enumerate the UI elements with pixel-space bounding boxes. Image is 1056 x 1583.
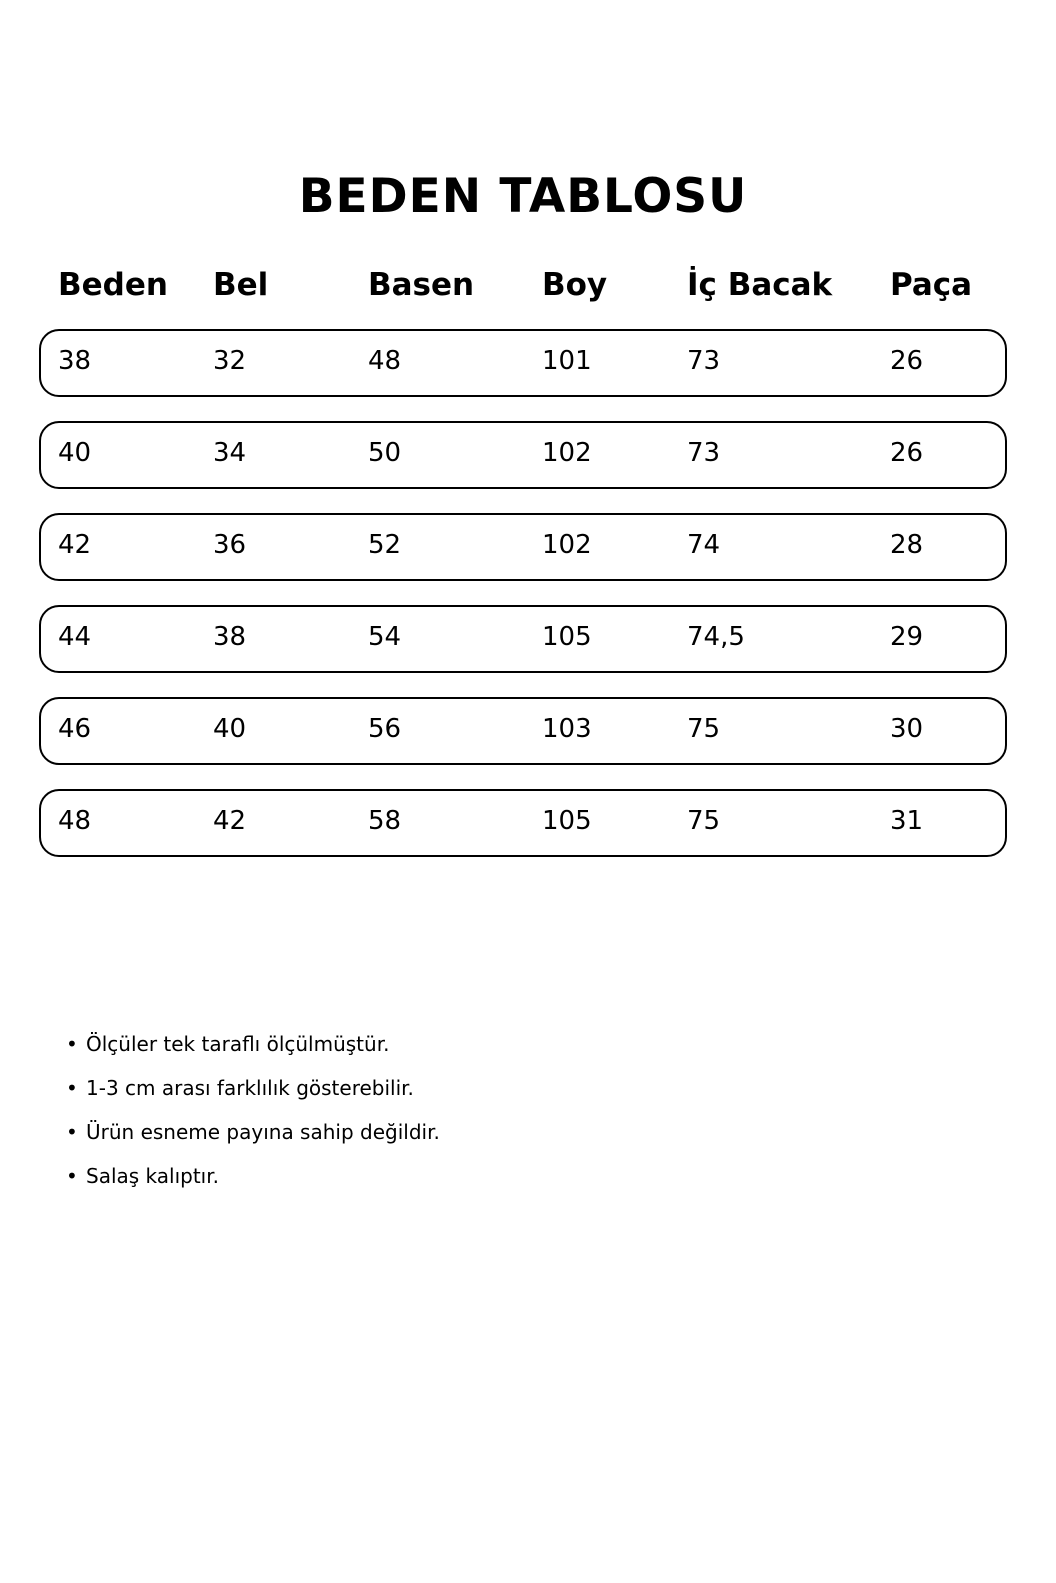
cell-beden: 46 xyxy=(58,714,92,744)
header-boy: Boy xyxy=(542,267,608,303)
table-row xyxy=(39,513,1007,581)
cell-beden: 48 xyxy=(58,806,92,836)
bullet: • xyxy=(66,1076,78,1100)
header-paca: Paça xyxy=(890,267,973,303)
cell-bel: 36 xyxy=(213,530,247,560)
table-header xyxy=(0,260,1056,310)
cell-ic-bacak: 73 xyxy=(687,438,721,468)
note-text: 1-3 cm arası farklılık gösterebilir. xyxy=(86,1076,414,1100)
cell-ic-bacak: 74 xyxy=(687,530,721,560)
cell-ic-bacak: 75 xyxy=(687,806,721,836)
table-row xyxy=(39,421,1007,489)
cell-boy: 105 xyxy=(542,622,592,652)
cell-bel: 38 xyxy=(213,622,247,652)
cell-boy: 101 xyxy=(542,346,592,376)
cell-paca: 29 xyxy=(890,622,924,652)
note-text: Salaş kalıptır. xyxy=(86,1164,219,1188)
header-basen: Basen xyxy=(368,267,475,303)
header-bel: Bel xyxy=(213,267,269,303)
note-text: Ölçüler tek taraflı ölçülmüştür. xyxy=(86,1032,390,1056)
table-row xyxy=(39,697,1007,765)
cell-ic-bacak: 75 xyxy=(687,714,721,744)
cell-basen: 58 xyxy=(368,806,402,836)
cell-basen: 54 xyxy=(368,622,402,652)
list-item xyxy=(66,1110,440,1154)
table-row xyxy=(39,329,1007,397)
cell-ic-bacak: 74,5 xyxy=(687,622,745,652)
notes-list xyxy=(66,1022,440,1198)
cell-bel: 42 xyxy=(213,806,247,836)
table-row xyxy=(39,605,1007,673)
header-ic-bacak: İç Bacak xyxy=(687,267,833,303)
note-text: Ürün esneme payına sahip değildir. xyxy=(86,1120,440,1144)
list-item xyxy=(66,1022,440,1066)
cell-beden: 38 xyxy=(58,346,92,376)
bullet: • xyxy=(66,1032,78,1056)
cell-basen: 48 xyxy=(368,346,402,376)
cell-beden: 40 xyxy=(58,438,92,468)
list-item xyxy=(66,1154,440,1198)
cell-paca: 26 xyxy=(890,438,924,468)
cell-beden: 44 xyxy=(58,622,92,652)
header-beden: Beden xyxy=(58,267,168,303)
bullet: • xyxy=(66,1164,78,1188)
cell-basen: 52 xyxy=(368,530,402,560)
cell-ic-bacak: 73 xyxy=(687,346,721,376)
cell-paca: 31 xyxy=(890,806,924,836)
cell-bel: 32 xyxy=(213,346,247,376)
cell-paca: 28 xyxy=(890,530,924,560)
cell-basen: 50 xyxy=(368,438,402,468)
cell-beden: 42 xyxy=(58,530,92,560)
cell-paca: 30 xyxy=(890,714,924,744)
cell-basen: 56 xyxy=(368,714,402,744)
page-title: BEDEN TABLOSU xyxy=(298,169,748,224)
cell-boy: 102 xyxy=(542,438,592,468)
cell-boy: 105 xyxy=(542,806,592,836)
bullet: • xyxy=(66,1120,78,1144)
cell-boy: 102 xyxy=(542,530,592,560)
cell-paca: 26 xyxy=(890,346,924,376)
cell-bel: 34 xyxy=(213,438,247,468)
cell-boy: 103 xyxy=(542,714,592,744)
list-item xyxy=(66,1066,440,1110)
cell-bel: 40 xyxy=(213,714,247,744)
table-row xyxy=(39,789,1007,857)
